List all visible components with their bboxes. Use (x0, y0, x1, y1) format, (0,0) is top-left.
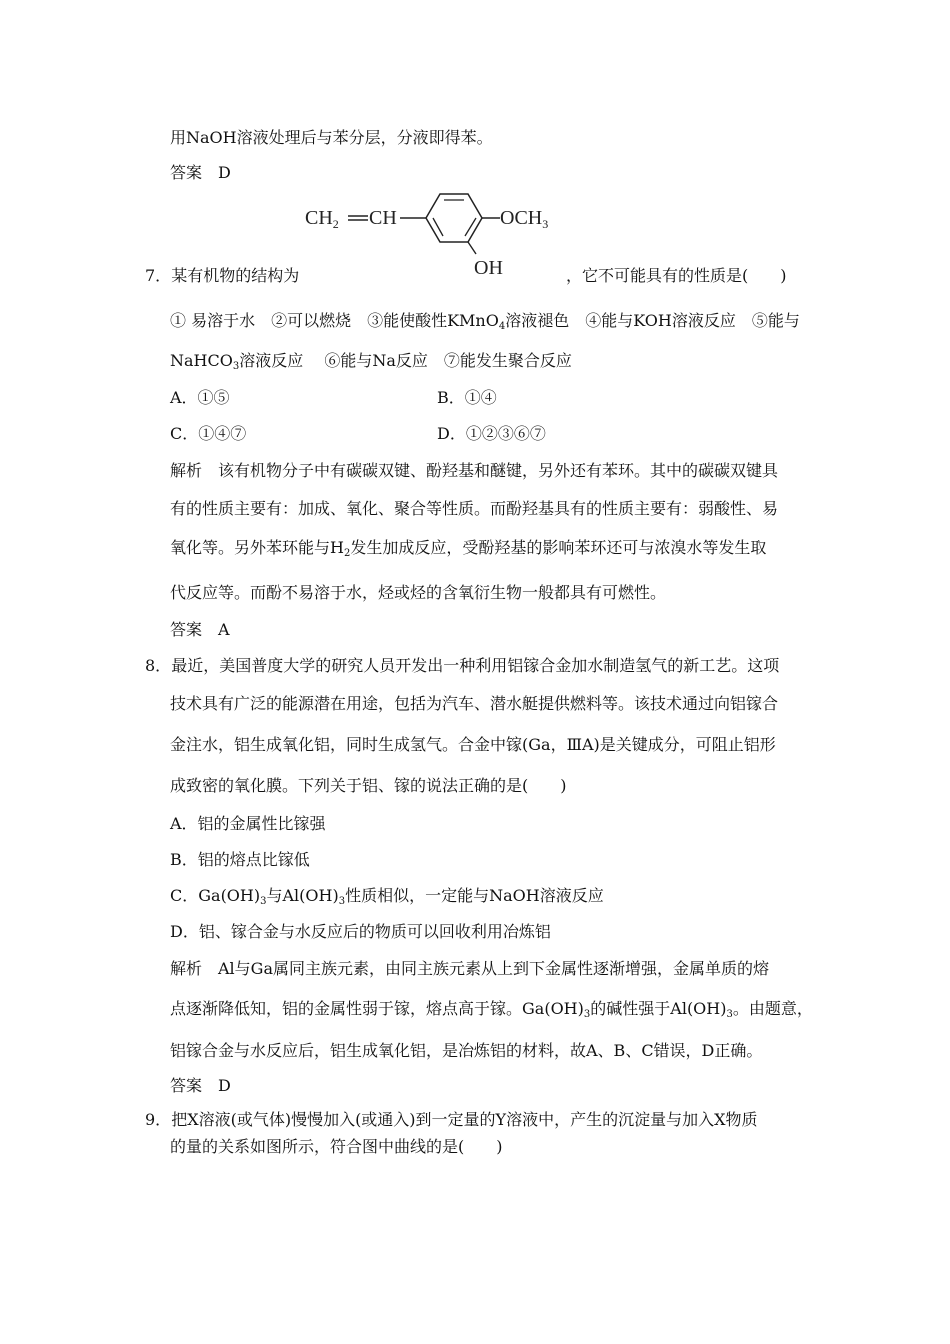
q8-option-d: D．铝、镓合金与水反应后的物质可以回收利用冶炼铝 (170, 922, 551, 941)
q6-explanation-line: 用NaOH溶液处理后与苯分层，分液即得苯。 (170, 128, 493, 147)
ch-label: CH (369, 207, 397, 229)
q7-option-a: A．①⑤ (170, 388, 230, 407)
q9-stem-line-1: 9．把X溶液(或气体)慢慢加入(或通入)到一定量的Y溶液中，产生的沉淀量与加入X物质 (145, 1110, 758, 1129)
q8-stem-line-3: 金注水，铝生成氧化铝，同时生成氢气。合金中镓(Ga，ⅢA)是关键成分，可阻止铝形 (170, 735, 776, 754)
q7-properties-line-2: NaHCO$_3$溶液反应 ⑥能与Na反应 ⑦能发生聚合反应 (170, 351, 572, 372)
och3-label: $OCH_3$ (500, 207, 549, 231)
ch2-label: $CH_2$ (305, 207, 339, 231)
q9-number: 9． (145, 1110, 172, 1129)
q8-stem-line-4: 成致密的氧化膜。下列关于铝、镓的说法正确的是( ) (170, 776, 567, 795)
hydroxyl-bond (468, 242, 476, 254)
q7-stem-after: ，它不可能具有的性质是( ) (566, 266, 787, 285)
q7-analysis-line-4: 代反应等。而酚不易溶于水，烃或烃的含氧衍生物一般都具有可燃性。 (170, 583, 667, 602)
q8-number: 8． (145, 656, 172, 675)
q7-analysis-line-2: 有的性质主要有：加成、氧化、聚合等性质。而酚羟基具有的性质主要有：弱酸性、易 (170, 499, 779, 518)
q7-option-b: B．①④ (437, 388, 497, 407)
q7-stem (145, 265, 299, 287)
q7-analysis-line-3: 氧化等。另外苯环能与$H_2$发生加成反应，受酚羟基的影响苯环还可与浓溴水等发生取 (170, 538, 767, 559)
q8-stem-line-2: 技术具有广泛的能源潜在用途，包括为汽车、潜水艇提供燃料等。该技术通过向铝镓合 (170, 694, 779, 713)
oh-label: OH (474, 257, 503, 279)
ring-inner-bond-2 (465, 218, 476, 236)
q7-option-c: C．①④⑦ (170, 424, 247, 443)
q7-properties-line-1: ① 易溶于水 ②可以燃烧 ③能使酸性KMnO$_4$溶液褪色 ④能与KOH溶液反应 ⑤能与 (170, 311, 800, 332)
q7-stem-before: 某有机物的结构为 (171, 266, 300, 285)
q6-answer: 答案 D (170, 163, 231, 182)
q8-option-c: C．$Ga(OH)_3$与$Al(OH)_3$性质相似，一定能与NaOH溶液反应 (170, 886, 604, 907)
q9-stem-line-2: 的量的关系如图所示，符合图中曲线的是( ) (170, 1137, 503, 1156)
q8-analysis-line-1: 解析 Al与Ga属同主族元素，由同主族元素从上到下金属性逐渐增强，金属单质的熔 (170, 959, 769, 978)
benzene-ring (426, 194, 482, 242)
q8-analysis-line-2: 点逐渐降低知，铝的金属性弱于镓，熔点高于镓。$Ga(OH)_3$的碱性强于$Al(OH)_3$。由题意， (170, 999, 813, 1020)
q7-option-d: D．①②③⑥⑦ (437, 424, 546, 443)
q7-answer: 答案 A (170, 620, 230, 639)
q8-answer: 答案 D (170, 1076, 231, 1095)
q8-option-a: A．铝的金属性比镓强 (170, 814, 326, 833)
q8-option-b: B．铝的熔点比镓低 (170, 850, 310, 869)
molecule-structure (300, 186, 570, 286)
q7-number: 7． (145, 266, 172, 285)
q8-stem-line-1: 8．最近，美国普度大学的研究人员开发出一种利用铝镓合金加水制造氢气的新工艺。这项 (145, 656, 780, 675)
q8-analysis-line-3: 铝镓合金与水反应后，铝生成氧化铝，是冶炼铝的材料，故A、B、C错误，D正确。 (170, 1041, 763, 1060)
q7-analysis-line-1: 解析 该有机物分子中有碳碳双键、酚羟基和醚键，另外还有苯环。其中的碳碳双键具 (170, 461, 779, 480)
